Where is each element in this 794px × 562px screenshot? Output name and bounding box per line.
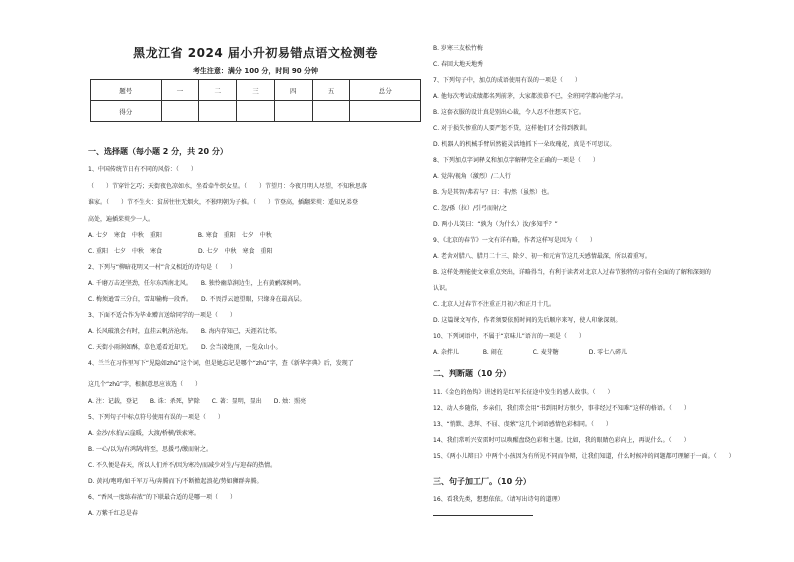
score-cell[interactable] <box>199 101 237 122</box>
score-header-cell: 四 <box>274 80 312 101</box>
question-line: C. 梅须逊雪三分白，雪却输梅一段香。 D. 不畏浮云遮望眼，只缘身在最高层。 <box>88 296 306 303</box>
question-line: A. 他每次考试成绩都名列前茅，大家都羡慕不已，全班同学都向他学习。 <box>433 93 627 100</box>
question-line: D. 这篇课文写作，作者须要依照时间的先后顺序来写，使人印象深刻。 <box>433 317 622 324</box>
question-line: 6、“香风一度练春浓”的下联最合适的是哪一项（ ） <box>88 494 237 501</box>
question-line: B. 为是其智/弗若与？曰：非/然（虽然）也。 <box>433 189 553 196</box>
score-header-cell: 三 <box>237 80 275 101</box>
question-line: B. 这套衣服的设计真是别出心裁，令人忍不住想买下它。 <box>433 109 585 116</box>
question-line: 3、下面不适合作为毕业赠言送给同学的一项是（ ） <box>88 312 236 319</box>
question-line: 9、《北京的春节》一文有详有略，作者这样写是因为（ ） <box>433 237 596 244</box>
question-line: C. 春回大地天地秀 <box>433 61 484 68</box>
question-line: 5、下列句子中标点符号使用有误的一项是（ ） <box>88 414 224 421</box>
question-line: C. 忽/孫（拉）/引弓而射/之 <box>433 205 508 212</box>
score-table <box>90 79 421 122</box>
question-line: A. 千磨万击还坚劲，任尔东西南北风。 B. 独怜幽草涧边生，上有黄鹂深树鸣。 <box>88 280 305 287</box>
question-line: 1、中国传统节日有不同的风俗：（ ） <box>88 166 197 173</box>
exam-title: 黑龙江省 2024 届小升初易错点语文检测卷 <box>133 46 378 60</box>
question-line: D. 机器人的机械手臂居然能灵活地抓下一朵玫瑰花，真是不可思议。 <box>433 141 616 148</box>
question-line: D. 两小儿笑曰：“孰为（为什么）汝/多知乎？” <box>433 221 558 228</box>
question-line: （ ）节穿针乞巧；天街夜色凉如水，坐看牵牛织女星。（ ）节望月：今夜月明人尽望，不知秋思落 <box>88 183 368 190</box>
score-cell[interactable] <box>237 101 275 122</box>
question-line: 13、“悄默、悲拜、不屈、虔萦”这几个词语感情色彩相同。（ ） <box>433 421 612 428</box>
question-line: A. 长风破浪会有时，直挂云帆济沧海。 B. 海内存知己，天涯若比邻。 <box>88 328 281 335</box>
score-header-cell: 题号 <box>91 80 162 101</box>
score-cell[interactable] <box>350 101 421 122</box>
question-line: B. 岁寒三友松竹梅 <box>433 45 483 52</box>
question-line: A. 注：记载，登记 B. 诛：杀死，铲除 C. 著：显明，显出 D. 烛：照亮 <box>88 398 307 405</box>
score-header-cell: 一 <box>161 80 199 101</box>
question-line: C. 对于损失惨重的人要严惩不贷，这样他们才会得到教训。 <box>433 125 592 132</box>
score-header-cell: 二 <box>199 80 237 101</box>
exam-instructions: 考生注意：满分 100 分，时间 90 分钟 <box>192 67 319 75</box>
question-line: 2、下列与“柳暗花明又一村”含义相近的诗句是（ ） <box>88 264 237 271</box>
section-heading: 三、句子加工厂。（10 分） <box>433 477 531 486</box>
question-line: A. 觉萍/视角（激烈）/二人行 <box>433 173 511 180</box>
question-line: 12、动人乡随俗，乡亲们，我们常会用“书到用时方恨少，事非经过不知难”这样的格语。（ ） <box>433 405 690 412</box>
score-header-cell: 五 <box>312 80 350 101</box>
question-line: D. 黄河/咆哮/如千军万马/奔腾而下/不断掀起浪花/势如狮群奔腾。 <box>88 478 263 485</box>
score-row-label: 得分 <box>91 101 162 122</box>
score-header-cell: 总分 <box>350 80 421 101</box>
question-line: A. 老舍对腊八、腊月二十三、除夕、初一和元宵节这几天感情最深，所以着重写。 <box>433 253 651 260</box>
question-line: 高处，遍插茱萸少一人。 <box>88 216 155 223</box>
section-heading: 二、判断题（10 分） <box>433 369 511 378</box>
score-cell[interactable] <box>161 101 199 122</box>
question-line: 16、看我先类，想想依依。（请写出诗句的道理） <box>433 496 564 503</box>
question-line: 8、下列加点字词释义和加点字解释完全正确的一项是（ ） <box>433 157 599 164</box>
question-line: C. 重阳 七夕 中秋 寒食 D. 七夕 中秋 寒食 重阳 <box>88 248 273 255</box>
question-line: A. 万紫千红总是春 <box>88 510 138 517</box>
question-line: A. 杂拌儿 B. 闹在 C. 麦芽糖 D. 零七八碎儿 <box>433 349 628 356</box>
question-line: B. 一心/以为/有鸿鹄/将至，思援弓/缴而射之。 <box>88 446 213 453</box>
question-line: 10、下列词语中，不属于“京味儿”语言的一项是（ ） <box>433 333 585 340</box>
question-line: 谁家。（ ）节不生火：贫居往往无烟火，不独明朝为子推。（ ）节登高，插翻茱萸：遥知兄弟登 <box>88 199 359 206</box>
question-line: 11.《金色的鱼钩》讲述的是红军长征途中发生的感人故事。（ ） <box>433 389 614 396</box>
question-line: 这几个“zhū”字，根据意思应该选（ ） <box>88 381 201 388</box>
question-line: 15、《两小儿辩日》中两个小孩因为有所见不同而争辩，让我们知道，什么时候冲的问题都可理解于一面。（ ） <box>433 453 735 460</box>
score-cell[interactable] <box>312 101 350 122</box>
answer-blank-line[interactable] <box>433 515 533 516</box>
question-line: C. 不久便是春天，所以人们并不/因为寒冷/而减少对生/与迎春的热情。 <box>88 462 277 469</box>
question-line: 14、我们常听兴安雷时可以唤醒盘绕色彩和主题。比如，我的眼睛色彩向上，再说什么。（ ） <box>433 437 690 444</box>
question-line: 7、下列句子中，加点的成语使用有误的一项是（ ） <box>433 77 581 84</box>
score-table-score-row <box>91 101 421 122</box>
question-line: B. 这样处理能使文章重点突出，详略得当，有利于读者对北京人过春节独特的习俗有全面的了解和深刻的 <box>433 269 711 276</box>
section-heading: 一、选择题（每小题 2 分，共 20 分） <box>88 147 228 156</box>
question-line: 认识。 <box>433 285 452 292</box>
question-line: A. 七夕 寒食 中秋 重阳 B. 寒食 重阳 七夕 中秋 <box>88 232 272 239</box>
question-line: 4、兰兰在习作里写下“见隐如zhū”这个词，但是她忘记是哪个“zhū”字，查《新华字典》后，发现了 <box>88 360 354 367</box>
question-line: A. 金沙/水拍/云崖暖，大渡/桥横/铁索寒。 <box>88 430 200 437</box>
score-cell[interactable] <box>274 101 312 122</box>
question-line: C. 天街小雨润如酥，草色遥看近却无。 D. 会当凌绝顶，一览众山小。 <box>88 344 282 351</box>
question-line: C. 北京人过春节不注重正月初六和正月十几。 <box>433 301 556 308</box>
score-table-header-row <box>91 80 421 101</box>
